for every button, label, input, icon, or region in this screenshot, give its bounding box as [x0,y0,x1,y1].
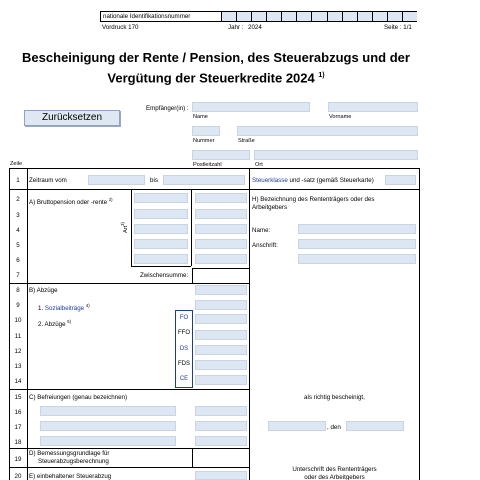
nid-label: nationale Identifikationsnummer [103,13,191,20]
jahr-label: Jahr : [228,24,244,31]
h-anschrift-label: Anschrift: [252,242,278,249]
row-7-bottom-border [9,283,249,284]
abzug-ds-input[interactable] [195,345,247,355]
postleitzahl-label: Postleitzahl [193,162,222,168]
table-top-border [9,168,419,169]
nummer-label: Nummer [193,138,215,144]
sozialbeitraege-text [38,302,90,313]
abzuege2-label: 2. Abzüge [38,321,66,329]
code-fds: FDS [178,361,190,367]
reset-button[interactable]: Zurücksetzen [24,110,120,126]
code-ds: DS [179,346,189,352]
unterschrift-line-2: oder des Arbeitgebers [304,474,365,480]
zeitraum-vom-input[interactable] [88,175,145,185]
header-strip [100,11,417,22]
recipient-vorname-input[interactable] [328,102,418,112]
abzug-fo-input[interactable] [195,314,247,324]
recipient-label: Empfänger(in) : [146,105,189,112]
row-number: 15 [14,394,22,401]
title-line-2-wrap [0,67,432,87]
befreiungen-label: C) Befreiungen (genau bezeichnen) [29,394,128,401]
row-number: 8 [16,287,20,294]
vorname-label: Vorname [329,114,352,120]
code-ce: CE [179,376,189,382]
nid-cell[interactable] [342,12,357,21]
row-number: 9 [16,302,20,309]
ort-datum-input[interactable] [268,421,326,431]
name-label: Name [193,114,208,120]
recipient-strasse-input[interactable] [237,126,418,136]
h-anschrift-input-1[interactable] [298,239,416,249]
h-bezeichnung-line-1: H) Bezeichnung des Rententrägers oder des [252,196,375,203]
bruttopension-text: A) Bruttopension oder -rente [29,199,108,207]
zeitraum-bis-input[interactable] [163,175,245,185]
befreiung-input-16b[interactable] [195,406,247,416]
einbehalten-label: E) einbehaltener Steuerabzug [29,473,112,480]
footnote-3: 3) [120,222,125,226]
sozial-prefix: 1. [38,305,44,313]
einbehalten-input[interactable] [195,471,247,480]
art-text: Art [122,225,129,233]
h-bezeichnung-line-2: Arbeitgebers [252,204,288,211]
row-number: 12 [14,348,22,355]
page-title [0,49,432,87]
page-number: Seite : 1/1 [384,24,412,31]
amount-input-5[interactable] [195,239,247,249]
art-input-5[interactable] [134,254,188,264]
zwischensumme-label: Zwischensumme: [140,272,189,279]
steuerklasse-input[interactable] [385,175,416,185]
abzug-ffo-input[interactable] [195,330,247,340]
bemessung-line-2: Steuerabzugsberechnung [38,458,109,465]
datum-input[interactable] [346,421,404,431]
abzug-fds-input[interactable] [195,360,247,370]
vordruck-label: Vordruck 170 [102,24,139,31]
nid-cell[interactable] [296,12,311,21]
den-label: , den [327,424,341,431]
befreiung-input-16a[interactable] [40,406,176,416]
row-number: 14 [14,378,22,385]
row-number: 2 [16,196,20,203]
row-number: 16 [14,409,22,416]
table-right-border [419,168,420,480]
nid-cell[interactable] [251,12,266,21]
nid-cell[interactable] [357,12,372,21]
abzuege-label: B) Abzüge [29,287,58,294]
code-fo: FO [179,315,189,321]
zwischensumme-field [192,268,249,284]
recipient-ort-input[interactable] [254,150,418,160]
row-number: 17 [14,424,22,431]
bemessung-line-1: D) Bemessungsgrundlage für [29,450,110,457]
zeile-label: Zeile [10,161,23,167]
footnote-5: 5) [67,319,71,324]
nid-cell[interactable] [236,12,251,21]
h-name-label: Name: [252,227,271,234]
befreiung-input-17a[interactable] [40,421,176,431]
title-line-2: Vergütung der Steuerkredite 2024 [107,70,315,86]
a-col-divider [191,190,192,266]
row-number: 5 [16,242,20,249]
art-bracket-bottom [131,266,191,267]
bruttopension-label [29,196,113,207]
rownum-divider [27,168,28,480]
row-number: 19 [14,456,22,463]
nid-cell[interactable] [327,12,342,21]
title-line-1: Bescheinigung der Rente / Pension, des Steuerabzugs und der [22,50,410,65]
nid-cell[interactable] [387,12,402,21]
sozialbeitraege-input[interactable] [195,300,247,310]
row-number: 20 [14,473,22,480]
h-name-input[interactable] [298,224,416,234]
bemessung-field [192,448,249,467]
amount-input-2[interactable] [195,193,247,203]
nid-cell[interactable] [402,12,417,21]
steuerklasse-link[interactable]: Steuerklasse [252,177,288,184]
befreiung-input-18a[interactable] [40,436,176,446]
recipient-name-input[interactable] [192,102,310,112]
zeitraum-vom-label: Zeitraum vom [29,177,67,184]
h-anschrift-input-2[interactable] [298,254,416,264]
code-ffo: FFO [178,330,190,336]
art-label [119,222,130,233]
row-number: 10 [14,317,22,324]
amount-input-6[interactable] [195,254,247,264]
bemessung-label [29,450,109,466]
art-input-3[interactable] [134,224,188,234]
row-14-bottom-border [9,389,249,390]
nid-cell[interactable] [281,12,296,21]
art-input-1[interactable] [134,193,188,203]
art-input-2[interactable] [134,209,188,219]
row-number: 7 [16,272,20,279]
befreiung-input-17b[interactable] [195,421,247,431]
nid-cell[interactable] [221,12,236,21]
nid-cell[interactable] [266,12,281,21]
row-number: 13 [14,363,22,370]
row-number: 6 [16,257,20,264]
title-footnote: 1) [318,72,325,79]
h-bezeichnung [252,196,374,212]
amount-input-4[interactable] [195,224,247,234]
art-bracket-left [131,190,132,266]
footnote-2: 2) [108,197,113,202]
amount-input-3[interactable] [195,209,247,219]
row-1-bottom-border [9,189,419,190]
recipient-nummer-input[interactable] [192,126,220,136]
recipient-plz-input[interactable] [192,150,250,160]
footnote-4: 4) [85,303,90,308]
row-number: 11 [14,333,22,340]
row-number: 18 [14,439,22,446]
art-input-4[interactable] [134,239,188,249]
steuerklasse-rest: und -satz (gemäß Steuerkarte) [289,177,374,184]
abzug-ce-input[interactable] [195,375,247,385]
jahr-value: 2024 [248,24,262,31]
nid-cell[interactable] [311,12,326,21]
ort-label: Ort [255,162,263,168]
nid-cells [221,12,417,21]
abzuege-input-8[interactable] [195,285,247,295]
nid-cell[interactable] [372,12,387,21]
center-divider [249,168,250,480]
steuerklasse-text [252,177,374,185]
richtig-bescheinigt: als richtig bescheinigt, [304,394,365,401]
unterschrift-line-1: Unterschrift des Rententrägers [292,466,377,473]
row-number: 3 [16,212,20,219]
row-number: 4 [16,227,20,234]
abzuege2-text [38,318,71,329]
unterschrift-label [250,466,419,480]
bis-label: bis [150,177,158,184]
befreiung-input-18b[interactable] [195,436,247,446]
strasse-label: Straße [238,138,255,144]
row-19-bottom-border [9,467,249,468]
row-number: 1 [16,177,20,184]
sozialbeitraege-link[interactable]: Sozialbeiträge [44,305,85,313]
